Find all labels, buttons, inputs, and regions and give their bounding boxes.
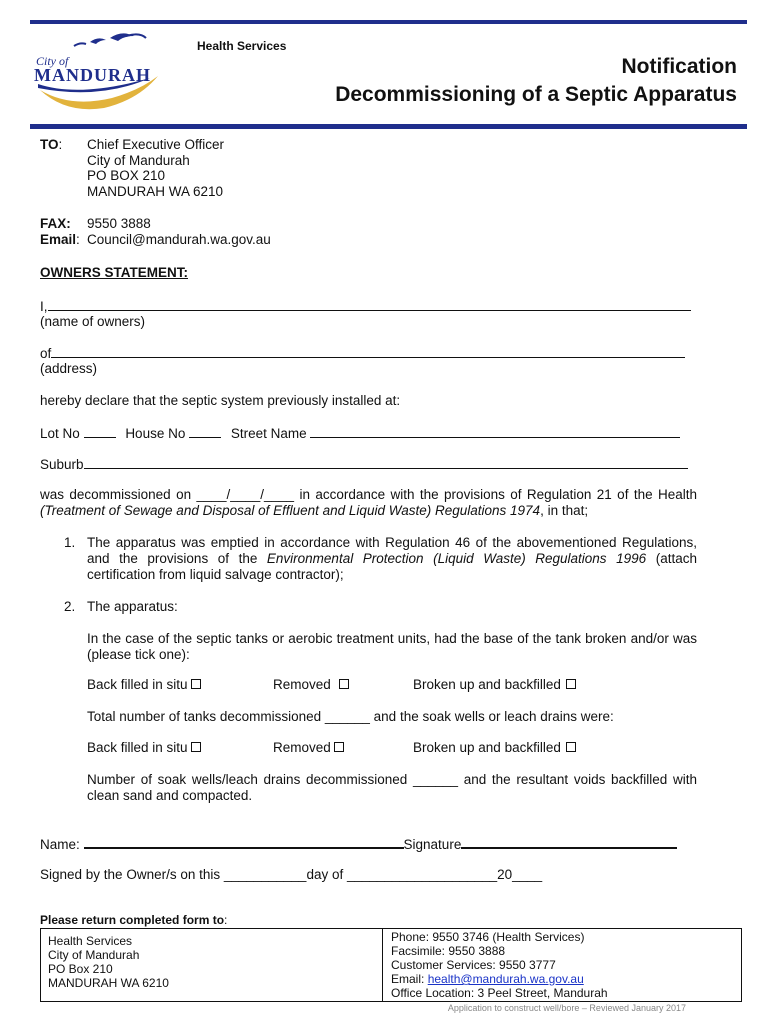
soak-wells-text: Number of soak wells/leach drains decommissioned ______ and the resultant voids backfilled with clean sand and compacted.: [87, 772, 697, 803]
return-address-box: [40, 928, 742, 1002]
footer-note: Application to construct well/bore – Reviewed January 2017: [447, 1003, 686, 1013]
owner-address-field[interactable]: of: [40, 345, 685, 362]
logo-mandurah: MANDURAH: [34, 65, 151, 85]
option-removed-1[interactable]: Removed: [273, 677, 349, 693]
item2-description: In the case of the septic tanks or aerobic treatment units, had the base of the tank broken and/or was (please tick one):: [87, 631, 697, 662]
city-of-mandurah-logo: [30, 28, 165, 114]
item2-text: The apparatus:: [87, 599, 178, 614]
item1-text: The apparatus was emptied in accordance with Regulation 46 of the abovementioned Regulations, and the provisions of the Environmental Protection (Liquid Waste) Regulations 1996 (attach certification from liquid salvage contractor);: [87, 535, 697, 582]
fax-line: Facsimile: 9550 3888: [391, 944, 506, 958]
fax-label: FAX:: [40, 216, 71, 231]
suburb-label: Suburb: [40, 457, 84, 472]
suburb-field[interactable]: [84, 456, 688, 469]
street-field[interactable]: [310, 425, 680, 438]
decommission-statement: was decommissioned on ____/____/____ in accordance with the provisions of Regulation 21 of the Health (Treatment of Sewage and Disposal of Effluent and Liquid Waste) Regulations 1974, in that;: [40, 487, 697, 518]
lot-label: Lot No: [40, 426, 80, 441]
option-broken-1[interactable]: Broken up and backfilled: [413, 677, 576, 693]
page-title-notification: Notification: [621, 55, 737, 78]
option-backfilled-2[interactable]: Back filled in situ: [87, 740, 201, 756]
recipient-line: Chief Executive Officer: [87, 137, 225, 152]
owners-statement-heading: OWNERS STATEMENT:: [40, 265, 188, 280]
option-backfilled-1[interactable]: Back filled in situ: [87, 677, 201, 693]
house-label: House No: [125, 426, 186, 441]
item1-number: 1.: [64, 535, 76, 550]
contact-email-line: Email: health@mandurah.wa.gov.au: [391, 972, 584, 986]
declaration-text: hereby declare that the septic system previously installed at:: [40, 393, 401, 408]
email-row: Email:: [40, 232, 80, 247]
name-field[interactable]: [84, 835, 404, 849]
return-address: [48, 934, 169, 990]
recipient-line: PO BOX 210: [87, 168, 166, 183]
to-label: TO:: [40, 137, 63, 152]
checkbox[interactable]: [566, 742, 576, 752]
fax-value: 9550 3888: [87, 216, 151, 231]
recipient-line: MANDURAH WA 6210: [87, 184, 224, 199]
email-label: Email: [40, 232, 77, 247]
signature-label: Signature: [403, 837, 462, 852]
logo-city-of: City of: [36, 54, 69, 68]
signature-field[interactable]: [461, 835, 677, 849]
total-tanks-text: Total number of tanks decommissioned ______ and the soak wells or leach drains were:: [87, 709, 614, 724]
name-signature-row: [40, 835, 677, 853]
street-label: Street Name: [230, 426, 307, 441]
customer-services-line: Customer Services: 9550 3777: [391, 958, 556, 972]
return-address-line: MANDURAH WA 6210: [48, 976, 169, 990]
house-field[interactable]: [189, 425, 221, 438]
option-broken-2[interactable]: Broken up and backfilled: [413, 740, 576, 756]
top-rule: [30, 20, 747, 24]
page-title: Decommissioning of a Septic Apparatus: [335, 83, 737, 106]
contact-email-link[interactable]: health@mandurah.wa.gov.au: [427, 972, 584, 986]
owner-address-note: (address): [40, 361, 98, 376]
signed-date-text: Signed by the Owner/s on this ___________day of ____________________20____: [40, 867, 543, 882]
option-removed-2[interactable]: Removed: [273, 740, 344, 756]
checkbox[interactable]: [339, 679, 349, 689]
return-address-line: PO Box 210: [48, 962, 113, 976]
lot-field[interactable]: [84, 425, 116, 438]
office-location-line: Office Location: 3 Peel Street, Mandurah: [391, 986, 608, 1000]
item2-number: 2.: [64, 599, 76, 614]
header-rule: [30, 124, 747, 129]
property-row: [40, 425, 680, 442]
return-address-line: City of Mandurah: [48, 948, 140, 962]
checkbox[interactable]: [334, 742, 344, 752]
email-value[interactable]: Council@mandurah.wa.gov.au: [87, 232, 271, 247]
checkbox[interactable]: [191, 679, 201, 689]
return-address-line: Health Services: [48, 934, 133, 948]
owner-name-note: (name of owners): [40, 314, 146, 329]
department-label: Health Services: [197, 39, 287, 53]
name-label: Name:: [40, 837, 80, 852]
phone-line: Phone: 9550 3746 (Health Services): [391, 930, 585, 944]
return-heading: Please return completed form to:: [40, 913, 228, 927]
contact-details: [391, 930, 608, 1000]
box-divider: [382, 929, 383, 1001]
owner-name-field[interactable]: I,: [40, 298, 691, 315]
suburb-row: [40, 456, 688, 473]
recipient-line: City of Mandurah: [87, 153, 190, 168]
checkbox[interactable]: [191, 742, 201, 752]
checkbox[interactable]: [566, 679, 576, 689]
